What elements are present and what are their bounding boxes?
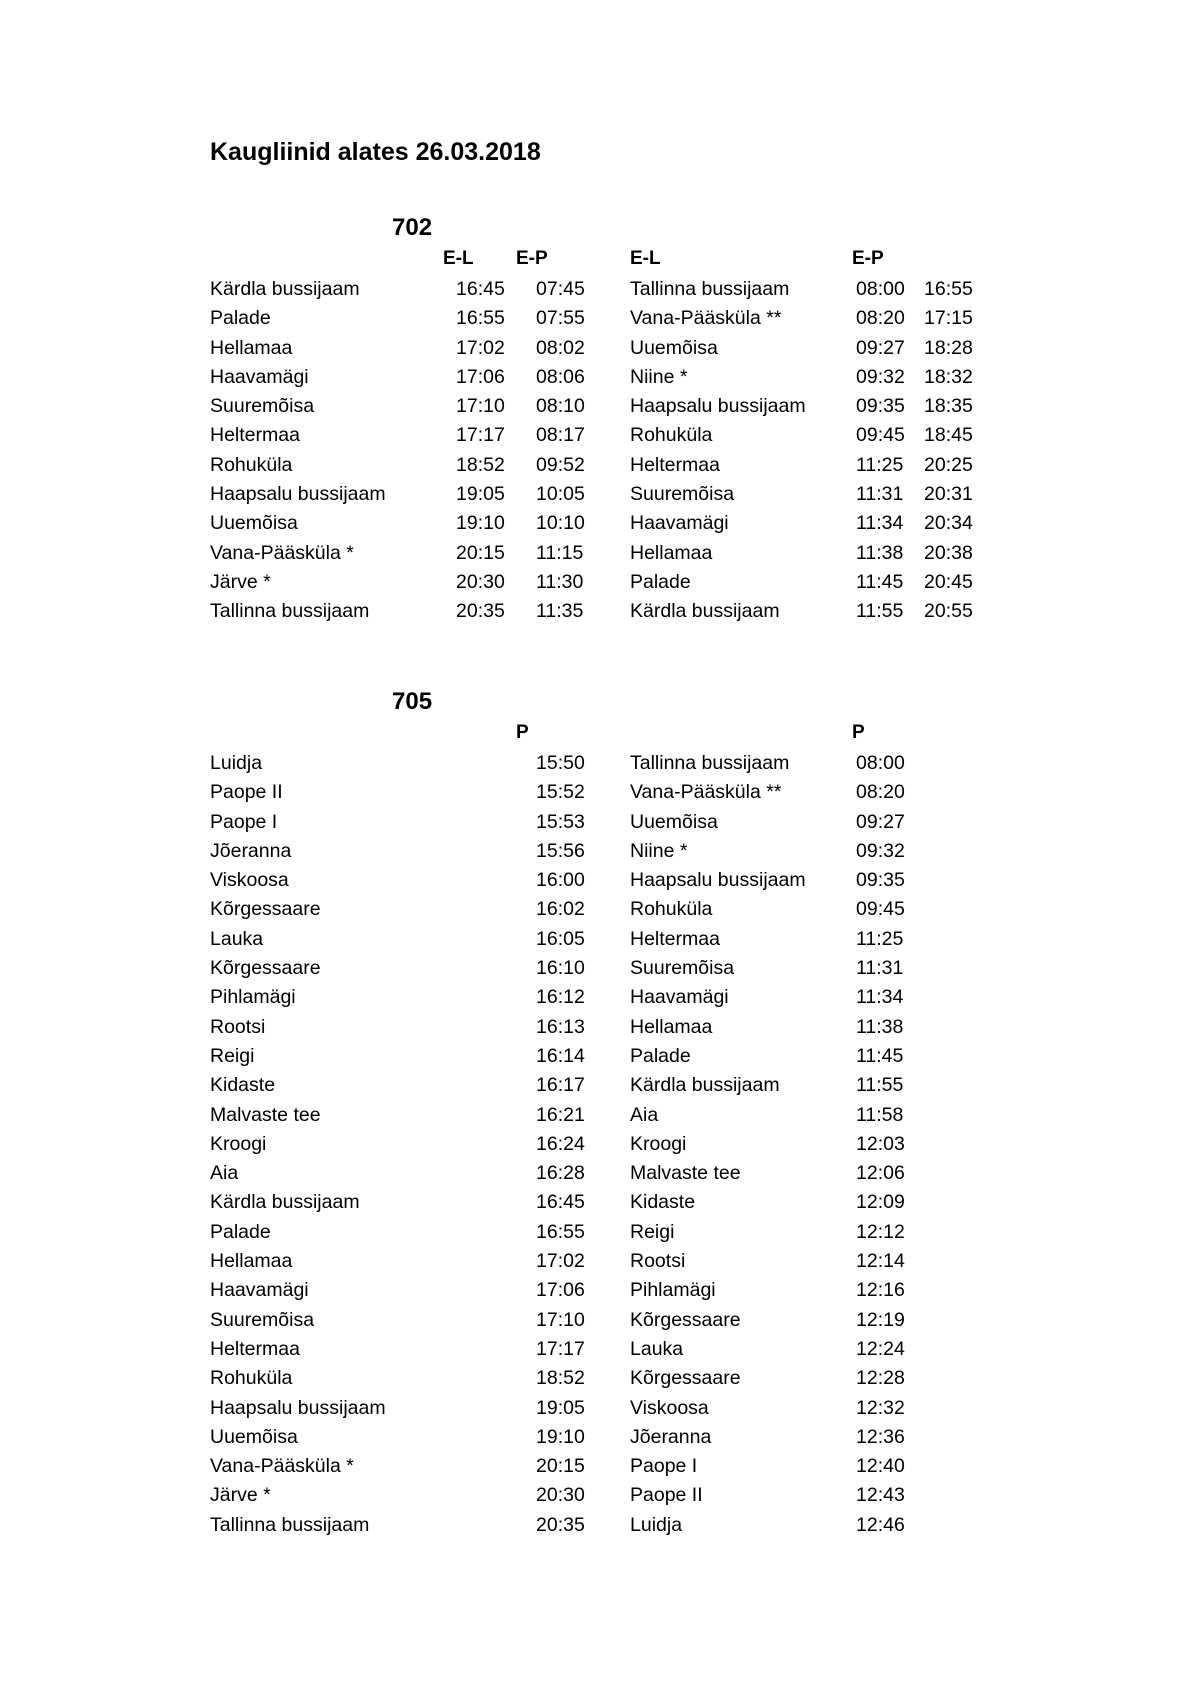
table-row: [0, 1013, 1190, 1042]
stop-name-return: Heltermaa: [630, 927, 720, 950]
route-number: 702: [392, 214, 433, 241]
table-row: [0, 866, 1190, 895]
stop-name-outbound: Paope I: [210, 810, 278, 833]
stop-name-return: Kõrgessaare: [630, 1367, 741, 1390]
departure-time: 11:58: [856, 1103, 904, 1126]
table-row: [0, 304, 1190, 333]
table-row: [0, 1511, 1190, 1540]
table-row: [0, 568, 1190, 597]
departure-time: 17:06: [456, 365, 505, 388]
table-row: [0, 1071, 1190, 1100]
departure-time: 12:43: [856, 1484, 905, 1507]
stop-name-outbound: Hellamaa: [210, 1250, 293, 1273]
table-row: [0, 1101, 1190, 1130]
table-row: [0, 1306, 1190, 1335]
departure-time: 16:24: [536, 1132, 585, 1155]
stop-name-return: Tallinna bussijaam: [630, 278, 790, 300]
table-row: [0, 983, 1190, 1012]
departure-time: 17:17: [456, 424, 505, 447]
stop-name-return: Pihlamägi: [630, 1279, 716, 1302]
departure-time: 07:45: [536, 278, 585, 300]
stop-name-outbound: Lauka: [210, 927, 264, 950]
table-row: [0, 451, 1190, 480]
departure-time: 16:02: [536, 898, 585, 921]
stop-name-return: Rootsi: [630, 1250, 686, 1273]
stop-name-return: Hellamaa: [630, 1015, 713, 1038]
table-row: [0, 275, 1190, 304]
departure-time: 18:52: [536, 1367, 585, 1390]
stop-name-outbound: Uuemõisa: [210, 1425, 298, 1448]
table-row: [0, 1394, 1190, 1423]
departure-time: 19:05: [456, 483, 505, 506]
stop-name-outbound: Tallinna bussijaam: [210, 600, 370, 623]
departure-time: 12:06: [856, 1162, 905, 1185]
departure-time: 12:19: [856, 1308, 905, 1331]
stop-name-return: Tallinna bussijaam: [630, 752, 790, 774]
table-row: [0, 1364, 1190, 1393]
stop-name-outbound: Kõrgessaare: [210, 898, 321, 921]
stop-name-outbound: Malvaste tee: [210, 1103, 321, 1126]
stop-name-outbound: Haavamägi: [210, 1279, 309, 1302]
stop-name-return: Jõeranna: [630, 1425, 712, 1448]
stop-name-return: Haapsalu bussijaam: [630, 869, 806, 892]
table-row: [0, 421, 1190, 450]
departure-time: 20:31: [924, 483, 973, 506]
departure-time: 16:55: [456, 307, 505, 330]
table-row: [0, 539, 1190, 568]
departure-time: 12:36: [856, 1425, 905, 1448]
table-row: [0, 1423, 1190, 1452]
stop-name-outbound: Kärdla bussijaam: [210, 1191, 360, 1214]
column-header-all-days: E-P: [852, 248, 884, 269]
stop-name-outbound: Suuremõisa: [210, 1308, 315, 1331]
stop-name-outbound: Kidaste: [210, 1074, 276, 1097]
departure-time: 09:52: [536, 453, 585, 476]
departure-time: 09:45: [856, 898, 905, 921]
stop-name-return: Viskoosa: [630, 1396, 709, 1419]
stop-name-return: Vana-Pääsküla **: [630, 307, 782, 330]
stop-name-return: Paope I: [630, 1455, 698, 1478]
stop-name-outbound: Aia: [210, 1162, 239, 1185]
column-header-weekdays: E-L: [630, 248, 661, 269]
departure-time: 09:27: [856, 336, 905, 359]
departure-time: 11:55: [856, 600, 904, 623]
departure-time: 11:38: [856, 1015, 904, 1038]
departure-time: 11:38: [856, 541, 904, 564]
table-row: [0, 749, 1190, 778]
departure-time: 08:20: [856, 307, 905, 330]
departure-time: 19:05: [536, 1396, 585, 1419]
table-row: [0, 1276, 1190, 1305]
table-row: [0, 1130, 1190, 1159]
departure-time: 12:03: [856, 1132, 905, 1155]
departure-time: 11:31: [856, 483, 904, 506]
stop-name-return: Kõrgessaare: [630, 1308, 741, 1331]
departure-time: 15:50: [536, 752, 585, 774]
departure-time: 09:35: [856, 395, 905, 418]
departure-time: 20:15: [456, 541, 505, 564]
departure-time: 20:45: [924, 570, 973, 593]
table-row: [0, 1481, 1190, 1510]
table-row: [0, 480, 1190, 509]
stop-name-return: Heltermaa: [630, 453, 720, 476]
departure-time: 19:10: [456, 512, 505, 535]
departure-time: 12:14: [856, 1250, 905, 1273]
departure-time: 20:35: [456, 600, 505, 623]
timetable-rows: [0, 275, 1190, 627]
table-row: [0, 778, 1190, 807]
stop-name-return: Niine *: [630, 365, 688, 388]
departure-time: 17:17: [536, 1337, 585, 1360]
timetable-rows: [0, 749, 1190, 1540]
stop-name-return: Kärdla bussijaam: [630, 600, 780, 623]
departure-time: 08:00: [856, 278, 905, 300]
stop-name-return: Luidja: [630, 1513, 683, 1536]
departure-time: 16:10: [536, 957, 585, 980]
table-row: [0, 837, 1190, 866]
table-row: [0, 895, 1190, 924]
departure-time: 11:25: [856, 453, 904, 476]
stop-name-return: Aia: [630, 1103, 659, 1126]
departure-time: 11:25: [856, 927, 904, 950]
departure-time: 18:35: [924, 395, 973, 418]
departure-time: 20:35: [536, 1513, 585, 1536]
departure-time: 17:15: [924, 307, 973, 330]
departure-time: 11:15: [536, 541, 584, 564]
stop-name-outbound: Vana-Pääsküla *: [210, 1455, 354, 1478]
departure-time: 08:06: [536, 365, 585, 388]
stop-name-outbound: Tallinna bussijaam: [210, 1513, 370, 1536]
column-header-weekdays: E-L: [443, 248, 474, 269]
departure-time: 17:10: [456, 395, 505, 418]
stop-name-return: Haavamägi: [630, 986, 729, 1009]
stop-name-outbound: Rohuküla: [210, 1367, 293, 1390]
departure-time: 16:28: [536, 1162, 585, 1185]
departure-time: 16:00: [536, 869, 585, 892]
table-row: [0, 363, 1190, 392]
table-row: [0, 1188, 1190, 1217]
table-row: [0, 925, 1190, 954]
departure-time: 15:53: [536, 810, 585, 833]
route-header: [0, 722, 1190, 744]
stop-name-return: Palade: [630, 1044, 691, 1067]
departure-time: 18:52: [456, 453, 505, 476]
stop-name-outbound: Haapsalu bussijaam: [210, 483, 386, 506]
table-row: [0, 1452, 1190, 1481]
column-header-sunday: P: [852, 722, 865, 743]
stop-name-return: Niine *: [630, 839, 688, 862]
departure-time: 09:32: [856, 839, 905, 862]
stop-name-outbound: Haavamägi: [210, 365, 309, 388]
departure-time: 10:05: [536, 483, 585, 506]
departure-time: 08:02: [536, 336, 585, 359]
stop-name-return: Vana-Pääsküla **: [630, 781, 782, 804]
stop-name-return: Palade: [630, 570, 691, 593]
departure-time: 20:30: [536, 1484, 585, 1507]
departure-time: 09:32: [856, 365, 905, 388]
stop-name-outbound: Rootsi: [210, 1015, 266, 1038]
departure-time: 12:40: [856, 1455, 905, 1478]
departure-time: 16:45: [456, 278, 505, 300]
stop-name-return: Lauka: [630, 1337, 684, 1360]
departure-time: 11:45: [856, 570, 904, 593]
departure-time: 17:06: [536, 1279, 585, 1302]
departure-time: 08:00: [856, 752, 905, 774]
stop-name-return: Kidaste: [630, 1191, 696, 1214]
page-title: Kaugliinid alates 26.03.2018: [210, 138, 541, 166]
stop-name-outbound: Uuemõisa: [210, 512, 298, 535]
table-row: [0, 1159, 1190, 1188]
departure-time: 20:15: [536, 1455, 585, 1478]
stop-name-return: Kroogi: [630, 1132, 687, 1155]
departure-time: 16:21: [536, 1103, 585, 1126]
departure-time: 20:34: [924, 512, 973, 535]
stop-name-outbound: Luidja: [210, 752, 263, 774]
departure-time: 11:30: [536, 570, 584, 593]
departure-time: 07:55: [536, 307, 585, 330]
stop-name-outbound: Reigi: [210, 1044, 255, 1067]
departure-time: 17:02: [536, 1250, 585, 1273]
departure-time: 16:14: [536, 1044, 585, 1067]
departure-time: 09:45: [856, 424, 905, 447]
departure-time: 11:45: [856, 1044, 904, 1067]
table-row: [0, 1218, 1190, 1247]
departure-time: 11:34: [856, 986, 904, 1009]
table-row: [0, 597, 1190, 626]
departure-time: 08:10: [536, 395, 585, 418]
departure-time: 12:12: [856, 1220, 905, 1243]
stop-name-outbound: Kärdla bussijaam: [210, 278, 360, 300]
departure-time: 17:10: [536, 1308, 585, 1331]
departure-time: 09:27: [856, 810, 905, 833]
stop-name-outbound: Palade: [210, 307, 271, 330]
stop-name-return: Hellamaa: [630, 541, 713, 564]
stop-name-outbound: Jõeranna: [210, 839, 292, 862]
departure-time: 20:25: [924, 453, 973, 476]
table-row: [0, 1042, 1190, 1071]
departure-time: 11:55: [856, 1074, 904, 1097]
departure-time: 18:32: [924, 365, 973, 388]
stop-name-return: Uuemõisa: [630, 336, 718, 359]
departure-time: 19:10: [536, 1425, 585, 1448]
departure-time: 20:30: [456, 570, 505, 593]
stop-name-return: Paope II: [630, 1484, 703, 1507]
departure-time: 17:02: [456, 336, 505, 359]
stop-name-outbound: Järve *: [210, 1484, 271, 1507]
departure-time: 11:34: [856, 512, 904, 535]
departure-time: 12:09: [856, 1191, 905, 1214]
stop-name-return: Uuemõisa: [630, 810, 718, 833]
departure-time: 08:17: [536, 424, 585, 447]
stop-name-return: Haapsalu bussijaam: [630, 395, 806, 418]
stop-name-outbound: Paope II: [210, 781, 283, 804]
stop-name-return: Rohuküla: [630, 898, 713, 921]
stop-name-return: Suuremõisa: [630, 483, 735, 506]
departure-time: 16:17: [536, 1074, 585, 1097]
stop-name-return: Suuremõisa: [630, 957, 735, 980]
stop-name-outbound: Palade: [210, 1220, 271, 1243]
departure-time: 16:05: [536, 927, 585, 950]
departure-time: 16:45: [536, 1191, 585, 1214]
departure-time: 20:55: [924, 600, 973, 623]
departure-time: 20:38: [924, 541, 973, 564]
route-header: [0, 248, 1190, 270]
departure-time: 12:24: [856, 1337, 905, 1360]
departure-time: 15:56: [536, 839, 585, 862]
stop-name-outbound: Heltermaa: [210, 424, 300, 447]
departure-time: 11:35: [536, 600, 584, 623]
departure-time: 18:45: [924, 424, 973, 447]
departure-time: 12:32: [856, 1396, 905, 1419]
table-row: [0, 954, 1190, 983]
stop-name-outbound: Suuremõisa: [210, 395, 315, 418]
stop-name-outbound: Hellamaa: [210, 336, 293, 359]
table-row: [0, 1335, 1190, 1364]
column-header-sunday: P: [516, 722, 529, 743]
table-row: [0, 808, 1190, 837]
table-row: [0, 392, 1190, 421]
stop-name-return: Haavamägi: [630, 512, 729, 535]
departure-time: 16:13: [536, 1015, 585, 1038]
stop-name-return: Rohuküla: [630, 424, 713, 447]
table-row: [0, 509, 1190, 538]
departure-time: 16:12: [536, 986, 585, 1009]
stop-name-outbound: Rohuküla: [210, 453, 293, 476]
table-row: [0, 1247, 1190, 1276]
departure-time: 12:16: [856, 1279, 905, 1302]
table-row: [0, 334, 1190, 363]
stop-name-outbound: Pihlamägi: [210, 986, 296, 1009]
departure-time: 16:55: [536, 1220, 585, 1243]
departure-time: 11:31: [856, 957, 904, 980]
stop-name-outbound: Järve *: [210, 570, 271, 593]
departure-time: 18:28: [924, 336, 973, 359]
stop-name-outbound: Kõrgessaare: [210, 957, 321, 980]
departure-time: 15:52: [536, 781, 585, 804]
stop-name-return: Reigi: [630, 1220, 675, 1243]
column-header-all-days: E-P: [516, 248, 548, 269]
route-number: 705: [392, 688, 433, 715]
stop-name-outbound: Haapsalu bussijaam: [210, 1396, 386, 1419]
stop-name-outbound: Vana-Pääsküla *: [210, 541, 354, 564]
stop-name-return: Kärdla bussijaam: [630, 1074, 780, 1097]
stop-name-outbound: Viskoosa: [210, 869, 289, 892]
departure-time: 12:28: [856, 1367, 905, 1390]
departure-time: 16:55: [924, 278, 973, 300]
stop-name-return: Malvaste tee: [630, 1162, 741, 1185]
departure-time: 12:46: [856, 1513, 905, 1536]
departure-time: 09:35: [856, 869, 905, 892]
stop-name-outbound: Heltermaa: [210, 1337, 300, 1360]
stop-name-outbound: Kroogi: [210, 1132, 267, 1155]
departure-time: 10:10: [536, 512, 585, 535]
departure-time: 08:20: [856, 781, 905, 804]
